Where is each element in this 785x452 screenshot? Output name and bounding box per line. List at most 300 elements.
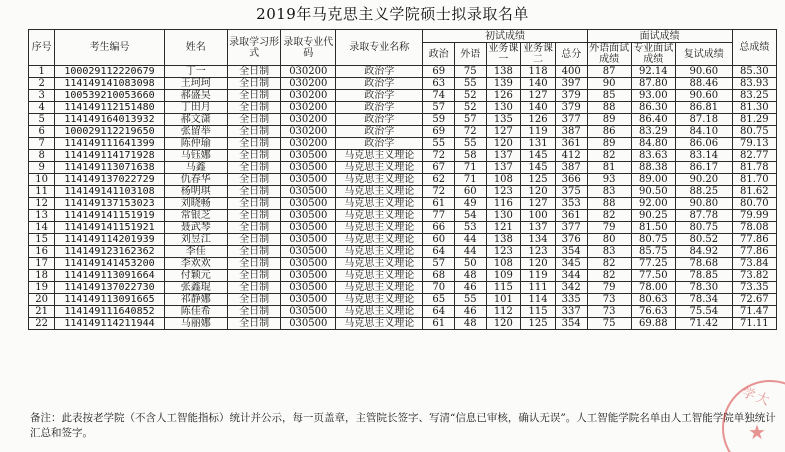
cell-retest: 78.30: [675, 282, 732, 294]
cell-exam-id: 100029112219650: [55, 126, 164, 138]
cell-major-interview: 87.80: [631, 78, 675, 90]
cell-major-name: 马克思主义理论: [336, 246, 423, 258]
cell-foreign-lang: 55: [454, 78, 486, 90]
cell-major-name: 政治学: [336, 114, 423, 126]
cell-major-name: 马克思主义理论: [336, 222, 423, 234]
cell-course2: 119: [521, 126, 556, 138]
header-course2: 业务课二: [521, 43, 556, 66]
header-prelim-group: 初试成绩: [423, 30, 587, 43]
cell-retest: 84.10: [675, 126, 732, 138]
cell-politics: 70: [423, 282, 455, 294]
table-row: [29, 294, 777, 306]
cell-course2: 115: [521, 306, 556, 318]
header-foreign-lang: 外语: [454, 43, 486, 66]
cell-lang-interview: 81: [587, 162, 631, 174]
cell-course1: 137: [486, 162, 521, 174]
cell-major-interview: 86.30: [631, 102, 675, 114]
cell-major-name: 马克思主义理论: [336, 174, 423, 186]
cell-name: 马钰娜: [164, 150, 227, 162]
cell-major-name: 马克思主义理论: [336, 210, 423, 222]
cell-exam-id: 114149111640852: [55, 306, 164, 318]
cell-major-interview: 83.29: [631, 126, 675, 138]
cell-final-total: 79.13: [732, 138, 776, 150]
cell-lang-interview: 79: [587, 222, 631, 234]
cell-major-code: 030200: [281, 66, 336, 78]
header-exam-id: 考生编号: [55, 30, 164, 66]
cell-name: 聂武琴: [164, 222, 227, 234]
cell-major-code: 030500: [281, 246, 336, 258]
cell-major-name: 马克思主义理论: [336, 234, 423, 246]
cell-seq: 13: [29, 210, 55, 222]
cell-name: 王珂珂: [164, 78, 227, 90]
cell-major-code: 030500: [281, 294, 336, 306]
cell-retest: 78.85: [675, 270, 732, 282]
cell-major-code: 030200: [281, 138, 336, 150]
header-lang-interview: 外语面试成绩: [587, 43, 631, 66]
cell-course2: 140: [521, 102, 556, 114]
cell-retest: 87.78: [675, 210, 732, 222]
cell-seq: 2: [29, 78, 55, 90]
cell-politics: 68: [423, 270, 455, 282]
cell-final-total: 79.99: [732, 210, 776, 222]
cell-course2: 126: [521, 114, 556, 126]
cell-major-name: 马克思主义理论: [336, 150, 423, 162]
cell-politics: 62: [423, 174, 455, 186]
cell-major-name: 政治学: [336, 102, 423, 114]
cell-exam-id: 114149112151480: [55, 102, 164, 114]
cell-name: 郝盛昊: [164, 90, 227, 102]
cell-prelim-total: 345: [555, 258, 587, 270]
cell-major-interview: 83.63: [631, 150, 675, 162]
table-row: [29, 126, 777, 138]
cell-retest: 90.80: [675, 198, 732, 210]
cell-major-interview: 81.50: [631, 222, 675, 234]
cell-prelim-total: 342: [555, 282, 587, 294]
table-row: [29, 246, 777, 258]
cell-seq: 18: [29, 270, 55, 282]
table-row: [29, 210, 777, 222]
cell-foreign-lang: 71: [454, 174, 486, 186]
cell-major-interview: 80.75: [631, 234, 675, 246]
cell-foreign-lang: 44: [454, 234, 486, 246]
table-row: [29, 306, 777, 318]
cell-course2: 145: [521, 162, 556, 174]
cell-politics: 77: [423, 210, 455, 222]
cell-course1: 108: [486, 174, 521, 186]
cell-major-interview: 89.00: [631, 174, 675, 186]
cell-major-code: 030500: [281, 210, 336, 222]
cell-course2: 111: [521, 282, 556, 294]
cell-foreign-lang: 75: [454, 66, 486, 78]
cell-study-mode: 全日制: [227, 66, 281, 78]
cell-politics: 72: [423, 150, 455, 162]
header-prelim-total: 总分: [555, 43, 587, 66]
cell-exam-id: 114149113091665: [55, 294, 164, 306]
table-row: [29, 174, 777, 186]
cell-seq: 22: [29, 318, 55, 330]
cell-final-total: 81.62: [732, 186, 776, 198]
cell-exam-id: 114149137022730: [55, 282, 164, 294]
cell-prelim-total: 387: [555, 162, 587, 174]
cell-retest: 86.81: [675, 102, 732, 114]
cell-major-name: 马克思主义理论: [336, 270, 423, 282]
cell-exam-id: 114149164013932: [55, 114, 164, 126]
cell-prelim-total: 375: [555, 186, 587, 198]
cell-retest: 84.92: [675, 246, 732, 258]
cell-course1: 120: [486, 318, 521, 330]
header-major-interview: 专业面试成绩: [631, 43, 675, 66]
cell-politics: 65: [423, 294, 455, 306]
cell-seq: 3: [29, 90, 55, 102]
cell-study-mode: 全日制: [227, 90, 281, 102]
cell-lang-interview: 88: [587, 102, 631, 114]
cell-seq: 20: [29, 294, 55, 306]
cell-retest: 80.75: [675, 222, 732, 234]
cell-prelim-total: 361: [555, 138, 587, 150]
cell-final-total: 71.47: [732, 306, 776, 318]
cell-politics: 66: [423, 222, 455, 234]
cell-major-name: 马克思主义理论: [336, 198, 423, 210]
cell-final-total: 83.25: [732, 90, 776, 102]
cell-politics: 59: [423, 114, 455, 126]
cell-exam-id: 114149113071638: [55, 162, 164, 174]
cell-course2: 125: [521, 174, 556, 186]
cell-retest: 87.18: [675, 114, 732, 126]
cell-final-total: 77.86: [732, 234, 776, 246]
cell-study-mode: 全日制: [227, 294, 281, 306]
cell-course2: 120: [521, 258, 556, 270]
cell-major-interview: 90.25: [631, 210, 675, 222]
cell-retest: 78.34: [675, 294, 732, 306]
cell-prelim-total: 376: [555, 234, 587, 246]
cell-retest: 90.60: [675, 90, 732, 102]
table-header: [29, 30, 777, 66]
cell-prelim-total: 335: [555, 294, 587, 306]
cell-exam-id: 100029112220679: [55, 66, 164, 78]
cell-major-interview: 84.80: [631, 138, 675, 150]
cell-politics: 60: [423, 234, 455, 246]
cell-exam-id: 100539210053660: [55, 90, 164, 102]
cell-exam-id: 114149123162362: [55, 246, 164, 258]
cell-seq: 15: [29, 234, 55, 246]
cell-major-interview: 92.00: [631, 198, 675, 210]
table-row: [29, 318, 777, 330]
cell-final-total: 78.08: [732, 222, 776, 234]
cell-name: 丁田月: [164, 102, 227, 114]
cell-major-name: 马克思主义理论: [336, 318, 423, 330]
cell-course2: 123: [521, 246, 556, 258]
cell-major-interview: 77.25: [631, 258, 675, 270]
cell-course2: 119: [521, 270, 556, 282]
cell-study-mode: 全日制: [227, 270, 281, 282]
cell-prelim-total: 354: [555, 318, 587, 330]
cell-course1: 135: [486, 114, 521, 126]
cell-politics: 55: [423, 138, 455, 150]
table-row: [29, 102, 777, 114]
cell-course1: 121: [486, 222, 521, 234]
cell-politics: 63: [423, 78, 455, 90]
footnote: 备注：此表按老学院（不含人工智能指标）统计并公示，每一页盖章，主管院长签字、写清“信息已审核，确认无误”。人工智能学院名单由人工智能学院单独统计汇总和签字。: [30, 412, 776, 439]
cell-major-name: 政治学: [336, 66, 423, 78]
cell-exam-id: 114149114201939: [55, 234, 164, 246]
cell-major-code: 030500: [281, 306, 336, 318]
cell-name: 祁静娜: [164, 294, 227, 306]
cell-name: 张鑫琨: [164, 282, 227, 294]
cell-lang-interview: 89: [587, 138, 631, 150]
cell-final-total: 83.93: [732, 78, 776, 90]
cell-course2: 127: [521, 198, 556, 210]
cell-major-name: 马克思主义理论: [336, 258, 423, 270]
cell-major-code: 030500: [281, 198, 336, 210]
cell-final-total: 80.70: [732, 198, 776, 210]
cell-major-interview: 85.75: [631, 246, 675, 258]
cell-lang-interview: 82: [587, 270, 631, 282]
table-row: [29, 186, 777, 198]
cell-prelim-total: 377: [555, 222, 587, 234]
page-title: 2019年马克思主义学院硕士拟录取名单: [256, 5, 529, 23]
cell-retest: 78.68: [675, 258, 732, 270]
cell-foreign-lang: 52: [454, 90, 486, 102]
table-row: [29, 150, 777, 162]
cell-study-mode: 全日制: [227, 234, 281, 246]
cell-prelim-total: 379: [555, 90, 587, 102]
cell-seq: 9: [29, 162, 55, 174]
cell-name: 仇春华: [164, 174, 227, 186]
cell-lang-interview: 83: [587, 246, 631, 258]
cell-lang-interview: 82: [587, 150, 631, 162]
cell-name: 刘晓畅: [164, 198, 227, 210]
cell-politics: 72: [423, 186, 455, 198]
cell-study-mode: 全日制: [227, 126, 281, 138]
cell-retest: 90.60: [675, 66, 732, 78]
cell-course1: 112: [486, 306, 521, 318]
cell-study-mode: 全日制: [227, 138, 281, 150]
cell-course1: 123: [486, 186, 521, 198]
cell-major-name: 政治学: [336, 126, 423, 138]
cell-major-code: 030200: [281, 114, 336, 126]
table-row: [29, 270, 777, 282]
cell-exam-id: 114149137153023: [55, 198, 164, 210]
cell-course1: 123: [486, 246, 521, 258]
cell-retest: 86.06: [675, 138, 732, 150]
seal-text: 学大: [739, 385, 773, 410]
cell-final-total: 71.11: [732, 318, 776, 330]
admission-table: [28, 29, 777, 330]
cell-foreign-lang: 72: [454, 126, 486, 138]
cell-major-code: 030200: [281, 78, 336, 90]
cell-major-code: 030500: [281, 186, 336, 198]
cell-course2: 131: [521, 138, 556, 150]
table-row: [29, 258, 777, 270]
cell-course1: 130: [486, 210, 521, 222]
cell-foreign-lang: 46: [454, 306, 486, 318]
cell-foreign-lang: 58: [454, 150, 486, 162]
cell-study-mode: 全日制: [227, 198, 281, 210]
cell-course1: 137: [486, 150, 521, 162]
cell-prelim-total: 354: [555, 246, 587, 258]
cell-course1: 115: [486, 282, 521, 294]
cell-final-total: 77.86: [732, 246, 776, 258]
table-row: [29, 234, 777, 246]
cell-major-name: 马克思主义理论: [336, 282, 423, 294]
cell-exam-id: 114149141151919: [55, 210, 164, 222]
cell-lang-interview: 88: [587, 198, 631, 210]
cell-study-mode: 全日制: [227, 306, 281, 318]
cell-course2: 127: [521, 90, 556, 102]
cell-major-code: 030200: [281, 126, 336, 138]
cell-lang-interview: 82: [587, 258, 631, 270]
cell-politics: 74: [423, 90, 455, 102]
header-major-name: 录取专业名称: [336, 30, 423, 66]
cell-course1: 127: [486, 126, 521, 138]
cell-lang-interview: 89: [587, 114, 631, 126]
cell-seq: 5: [29, 114, 55, 126]
cell-exam-id: 114149137022729: [55, 174, 164, 186]
cell-major-code: 030500: [281, 234, 336, 246]
cell-seq: 16: [29, 246, 55, 258]
cell-exam-id: 114149114211944: [55, 318, 164, 330]
cell-foreign-lang: 57: [454, 114, 486, 126]
cell-politics: 57: [423, 102, 455, 114]
cell-prelim-total: 353: [555, 198, 587, 210]
cell-retest: 75.54: [675, 306, 732, 318]
table-row: [29, 282, 777, 294]
cell-retest: 88.25: [675, 186, 732, 198]
cell-seq: 6: [29, 126, 55, 138]
cell-name: 陈佳希: [164, 306, 227, 318]
cell-study-mode: 全日制: [227, 246, 281, 258]
cell-major-name: 马克思主义理论: [336, 186, 423, 198]
cell-major-interview: 78.00: [631, 282, 675, 294]
cell-prelim-total: 377: [555, 114, 587, 126]
cell-course1: 101: [486, 294, 521, 306]
cell-foreign-lang: 46: [454, 282, 486, 294]
cell-politics: 67: [423, 162, 455, 174]
cell-study-mode: 全日制: [227, 78, 281, 90]
cell-exam-id: 114149111641399: [55, 138, 164, 150]
cell-final-total: 73.84: [732, 258, 776, 270]
cell-major-interview: 90.50: [631, 186, 675, 198]
cell-lang-interview: 90: [587, 78, 631, 90]
cell-course2: 137: [521, 222, 556, 234]
cell-major-code: 030200: [281, 90, 336, 102]
cell-foreign-lang: 48: [454, 270, 486, 282]
cell-final-total: 81.29: [732, 114, 776, 126]
cell-lang-interview: 73: [587, 306, 631, 318]
cell-seq: 19: [29, 282, 55, 294]
cell-name: 郝文潇: [164, 114, 227, 126]
cell-seq: 10: [29, 174, 55, 186]
cell-course2: 120: [521, 186, 556, 198]
cell-final-total: 73.35: [732, 282, 776, 294]
cell-major-code: 030500: [281, 282, 336, 294]
cell-major-code: 030500: [281, 270, 336, 282]
cell-retest: 80.52: [675, 234, 732, 246]
cell-lang-interview: 85: [587, 90, 631, 102]
cell-course1: 138: [486, 234, 521, 246]
cell-foreign-lang: 44: [454, 246, 486, 258]
cell-foreign-lang: 48: [454, 318, 486, 330]
cell-major-code: 030500: [281, 258, 336, 270]
header-retest: 复试成绩: [675, 43, 732, 66]
cell-study-mode: 全日制: [227, 282, 281, 294]
cell-exam-id: 114149113091664: [55, 270, 164, 282]
cell-study-mode: 全日制: [227, 186, 281, 198]
header-course1: 业务课一: [486, 43, 521, 66]
cell-foreign-lang: 52: [454, 102, 486, 114]
header-politics: 政治: [423, 43, 455, 66]
cell-exam-id: 114149141453200: [55, 258, 164, 270]
cell-lang-interview: 93: [587, 174, 631, 186]
table-row: [29, 66, 777, 78]
cell-course1: 130: [486, 102, 521, 114]
cell-foreign-lang: 60: [454, 186, 486, 198]
cell-course2: 134: [521, 234, 556, 246]
table-body: [29, 66, 777, 330]
cell-major-code: 030500: [281, 150, 336, 162]
cell-course1: 138: [486, 66, 521, 78]
cell-lang-interview: 82: [587, 210, 631, 222]
seal-star-icon: ★: [748, 420, 766, 444]
cell-final-total: 81.78: [732, 162, 776, 174]
cell-retest: 88.46: [675, 78, 732, 90]
cell-major-code: 030500: [281, 318, 336, 330]
cell-name: 李欢欢: [164, 258, 227, 270]
cell-name: 杨明琪: [164, 186, 227, 198]
cell-foreign-lang: 50: [454, 258, 486, 270]
cell-prelim-total: 400: [555, 66, 587, 78]
cell-study-mode: 全日制: [227, 210, 281, 222]
cell-lang-interview: 79: [587, 282, 631, 294]
cell-prelim-total: 361: [555, 210, 587, 222]
cell-final-total: 73.82: [732, 270, 776, 282]
table-row: [29, 162, 777, 174]
cell-prelim-total: 366: [555, 174, 587, 186]
header-major-code: 录取专业代码: [281, 30, 336, 66]
table-row: [29, 222, 777, 234]
cell-prelim-total: 379: [555, 102, 587, 114]
cell-seq: 14: [29, 222, 55, 234]
cell-retest: 86.17: [675, 162, 732, 174]
cell-lang-interview: 86: [587, 126, 631, 138]
cell-seq: 12: [29, 198, 55, 210]
cell-exam-id: 114149141151921: [55, 222, 164, 234]
cell-study-mode: 全日制: [227, 150, 281, 162]
cell-seq: 8: [29, 150, 55, 162]
cell-exam-id: 114149141083098: [55, 78, 164, 90]
cell-course2: 100: [521, 210, 556, 222]
cell-major-interview: 93.00: [631, 90, 675, 102]
table-row: [29, 138, 777, 150]
cell-major-code: 030500: [281, 222, 336, 234]
cell-final-total: 80.75: [732, 126, 776, 138]
cell-major-interview: 76.63: [631, 306, 675, 318]
cell-study-mode: 全日制: [227, 114, 281, 126]
cell-course1: 109: [486, 270, 521, 282]
cell-study-mode: 全日制: [227, 222, 281, 234]
cell-study-mode: 全日制: [227, 318, 281, 330]
cell-exam-id: 114149141103108: [55, 186, 164, 198]
cell-politics: 69: [423, 66, 455, 78]
cell-study-mode: 全日制: [227, 162, 281, 174]
cell-lang-interview: 73: [587, 294, 631, 306]
cell-seq: 17: [29, 258, 55, 270]
cell-name: 张留举: [164, 126, 227, 138]
cell-lang-interview: 87: [587, 66, 631, 78]
cell-politics: 69: [423, 126, 455, 138]
cell-major-code: 030500: [281, 174, 336, 186]
cell-lang-interview: 80: [587, 234, 631, 246]
